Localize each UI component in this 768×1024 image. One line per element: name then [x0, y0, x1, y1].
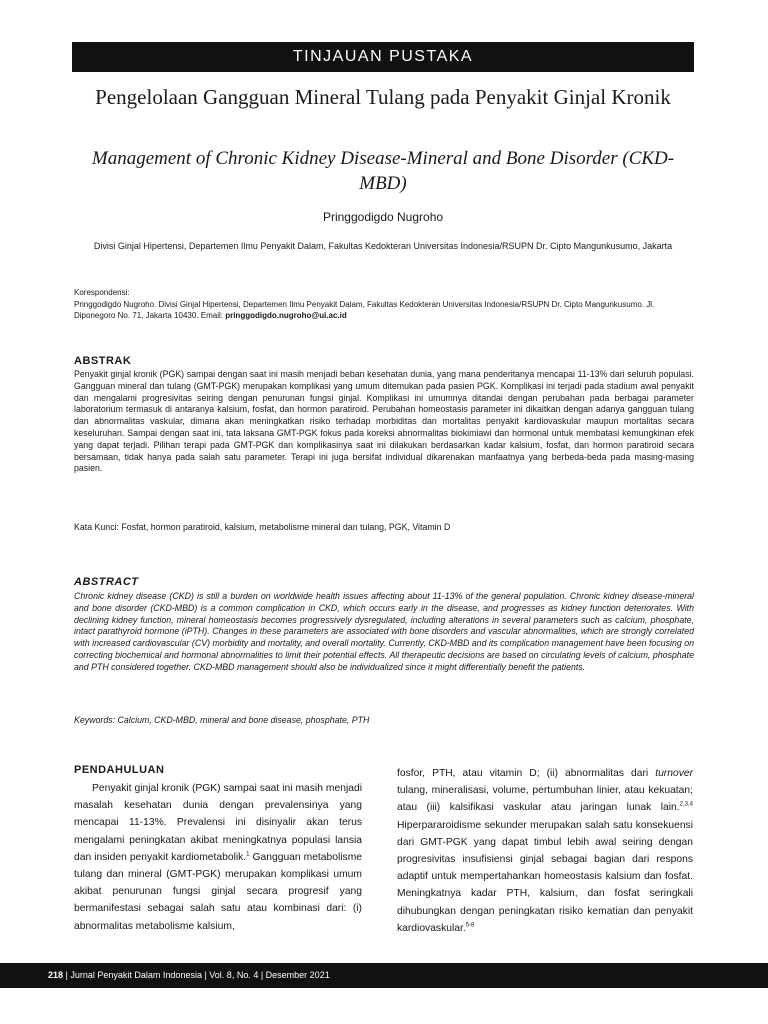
- pendahuluan-heading: PENDAHULUAN: [74, 764, 165, 776]
- author-name: Pringgodigdo Nugroho: [322, 210, 444, 224]
- footer-bar: [0, 963, 768, 988]
- right-text-b: tulang, mineralisasi, volume, pertumbuhan linier, atau kekuatan; atau (iii) kalsifikasi vaskular atau jaringan lunak lain.: [397, 785, 693, 814]
- correspondence-label: Korespondensi:: [74, 288, 130, 297]
- intro-paragraph: [74, 780, 362, 935]
- title-english: Management of Chronic Kidney Disease-Mineral and Bone Disorder (CKD-MBD): [91, 148, 675, 194]
- right-text-a: fosfor, PTH, atau vitamin D; (ii) abnormalitas dari: [397, 768, 656, 779]
- correspondence-block: [74, 287, 694, 322]
- abstrak-heading: ABSTRAK: [74, 355, 132, 367]
- correspondence-address: Pringgodigdo Nugroho. Divisi Ginjal Hipertensi, Departemen Ilmu Penyakit Dalam, Fakultas Kedokteran Universitas Indonesia/RSUPN Dr. Cipto Mangunkusumo. Jl. Diponegoro No. 71, Jakarta 10430. Email:: [74, 299, 655, 320]
- body-column-right: [397, 765, 693, 937]
- ref-superscript: 1: [246, 851, 250, 858]
- page-number: 218: [48, 970, 64, 980]
- abstrak-body: Penyakit ginjal kronik (PGK) sampai dengan saat ini masih menjadi beban kesehatan dunia, yang mana penderitanya mencapai 11-13% dari seluruh populasi. Gangguan mineral dan tulang (GMT-PGK) merupakan komplikasi yang umum ditemukan pada pasien PGK. Komplikasi ini terjadi pada stadium awal penyakit dan mengalami progresivitas seiring dengan penurunan fungsi ginjal. Komplikasi ini umumnya ditandai dengan perubahan pada berbagai parameter laboratorium termasuk di antaranya kalsium, fosfat, dan hormon paratiroid. Perubahan homeostasis parameter ini dikaitkan dengan adanya gangguan tulang dan abnormalitas vaskular, dimana akan meningkatkan risiko terhadap morbiditas dan mortalitas penyakit kardiovaskular maupun mortalitas secara keseluruhan. Sampai dengan saat ini, tata laksana GMT-PGK fokus pada koreksi abnormalitas biokimiawi dan hormonal untuk membatasi kemungkinan efek yang dapat terjadi. Pilihan terapi pada GMT-PGK dan komplikasinya saat ini dilakukan berdasarkan kadar kalsium, fosfat, dan hormon paratiroid secara bersamaan, tidak hanya pada salah satu parameter. Terapi ini juga bersifat individual dikarenakan manfaatnya yang berbeda-beda pada masing-masing pasien.: [74, 369, 694, 474]
- section-header-bar: [72, 42, 694, 72]
- abstract-body: Chronic kidney disease (CKD) is still a burden on worldwide health issues affecting about 11-13% of the general population. Chronic kidney disease-mineral and bone disorder (CKD-MBD) is a common complication in CKD, which occurs early in the disease, and progresses as kidney function deteriorates. With declining kidney function, mineral homeostasis becomes progressively dysregulated, including alterations in several parameters such as calcium, phosphate, intact parathyroid hormone (iPTH). Changes in these parameters are associated with bone disorders and vascular abnormalities, which are strongly correlated with increased cardiovascular (CV) morbidity and mortality, and overall mortality. Currently, CKD-MBD and its complication management have been focusing on correcting biochemical and hormonal abnormalities to limit their potential effects. All therapeutic decisions are based on circulating levels of calcium, phosphate and PTH considered together. CKD-MBD management should also be individualized since it might differentially benefit the patients.: [74, 591, 694, 672]
- author-affiliation: Divisi Ginjal Hipertensi, Departemen Ilmu Penyakit Dalam, Fakultas Kedokteran Universitas Indonesia/RSUPN Dr. Cipto Mangunkusumo, Jakarta: [93, 241, 673, 251]
- title-indonesian: Pengelolaan Gangguan Mineral Tulang pada Penyakit Ginjal Kronik: [95, 85, 671, 109]
- section-label: TINJAUAN PUSTAKA: [292, 48, 474, 65]
- body-column-left: [74, 780, 362, 935]
- intro-text-b: Gangguan metabolisme tulang dan mineral (GMT-PGK) merupakan komplikasi umum akibat penurunan fungsi ginjal secara progresif yang bermanifestasi sebagai salah satu atau kombinasi dari: (i) abnormalitas metabolisme kalsium,: [74, 851, 362, 932]
- right-text-turnover: turnover: [655, 768, 693, 779]
- journal-info: | Jurnal Penyakit Dalam Indonesia | Vol. 8, No. 4 | Desember 2021: [65, 970, 330, 980]
- correspondence-email[interactable]: pringgodigdo.nugroho@ui.ac.id: [225, 311, 347, 320]
- ref-superscript: 5-8: [465, 922, 475, 929]
- abstrak-keywords: Kata Kunci: Fosfat, hormon paratiroid, kalsium, metabolisme mineral dan tulang, PGK, Vitamin D: [74, 522, 451, 532]
- right-text-c: Hiperpararoidisme sekunder merupakan salah satu konsekuensi dari GMT-PGK yang dapat timbul lebih awal seiring dengan progresivitas insufisiensi ginjal sebagai bagian dari respons adaptif untuk mempertahankan homeostasis kalsium dan fosfat. Meningkatnya kadar PTH, kalsium, dan fosfat seringkali dihubungkan dengan peningkatan risiko kematian dan penyakit kardiovaskular.: [397, 819, 693, 934]
- abstract-heading: ABSTRACT: [74, 576, 139, 588]
- correspondence-text: [74, 299, 694, 322]
- abstract-keywords: Keywords: Calcium, CKD-MBD, mineral and bone disease, phosphate, PTH: [74, 715, 370, 725]
- ref-superscript: 2,3,4: [679, 801, 693, 808]
- intro-text-a: Penyakit ginjal kronik (PGK) sampai saat ini masih menjadi masalah kesehatan dunia dengan prevalensinya yang mencapai 11-13%. Prevalensi ini disinyalir akan terus mengalami peningkatan akibat meningkatnya populasi lansia dan insiden penyakit kardiometabolik.: [74, 783, 362, 863]
- intro-paragraph-continued: [397, 765, 693, 937]
